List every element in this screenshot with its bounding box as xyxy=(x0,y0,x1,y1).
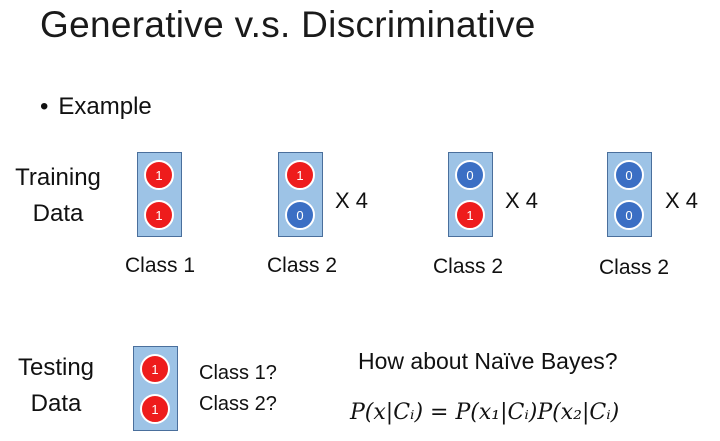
training-sample-4 xyxy=(607,152,652,237)
training-sample-1 xyxy=(137,152,182,237)
training-data-label xyxy=(4,160,112,232)
testing-question-class1: Class 1? xyxy=(199,362,277,384)
testing-sample xyxy=(133,346,178,431)
slide-title: Generative v.s. Discriminative xyxy=(40,4,536,45)
feature-circle-one: 1 xyxy=(285,160,315,190)
class-label: Class 2 xyxy=(432,255,504,278)
testing-data-label xyxy=(4,350,108,422)
class-label: Class 2 xyxy=(598,256,670,279)
bullet-text: Example xyxy=(58,93,152,120)
bullet-dot: • xyxy=(40,93,49,120)
training-label-line1: Training xyxy=(15,164,101,191)
feature-circle-one: 1 xyxy=(140,354,170,384)
naive-bayes-formula: P(x|Cᵢ) = P(x₁|Cᵢ)P(x₂|Cᵢ) xyxy=(350,400,620,425)
feature-circle-one: 1 xyxy=(140,394,170,424)
multiplier: X 4 xyxy=(335,188,369,213)
multiplier: X 4 xyxy=(505,188,539,213)
feature-circle-zero: 0 xyxy=(614,200,644,230)
feature-circle-one: 1 xyxy=(144,160,174,190)
multiplier: X 4 xyxy=(665,188,699,213)
testing-question-class2: Class 2? xyxy=(199,393,277,415)
training-sample-2 xyxy=(278,152,323,237)
testing-label-line1: Testing xyxy=(17,354,95,381)
feature-circle-one: 1 xyxy=(455,200,485,230)
class-label: Class 1 xyxy=(124,254,196,277)
bullet-example xyxy=(40,93,152,121)
feature-circle-zero: 0 xyxy=(285,200,315,230)
feature-circle-one: 1 xyxy=(144,200,174,230)
naive-bayes-question: How about Naïve Bayes? xyxy=(358,348,618,374)
feature-circle-zero: 0 xyxy=(614,160,644,190)
class-label: Class 2 xyxy=(266,254,338,277)
training-label-line2: Data xyxy=(32,200,84,227)
feature-circle-zero: 0 xyxy=(455,160,485,190)
training-sample-3 xyxy=(448,152,493,237)
testing-label-line2: Data xyxy=(30,390,82,417)
